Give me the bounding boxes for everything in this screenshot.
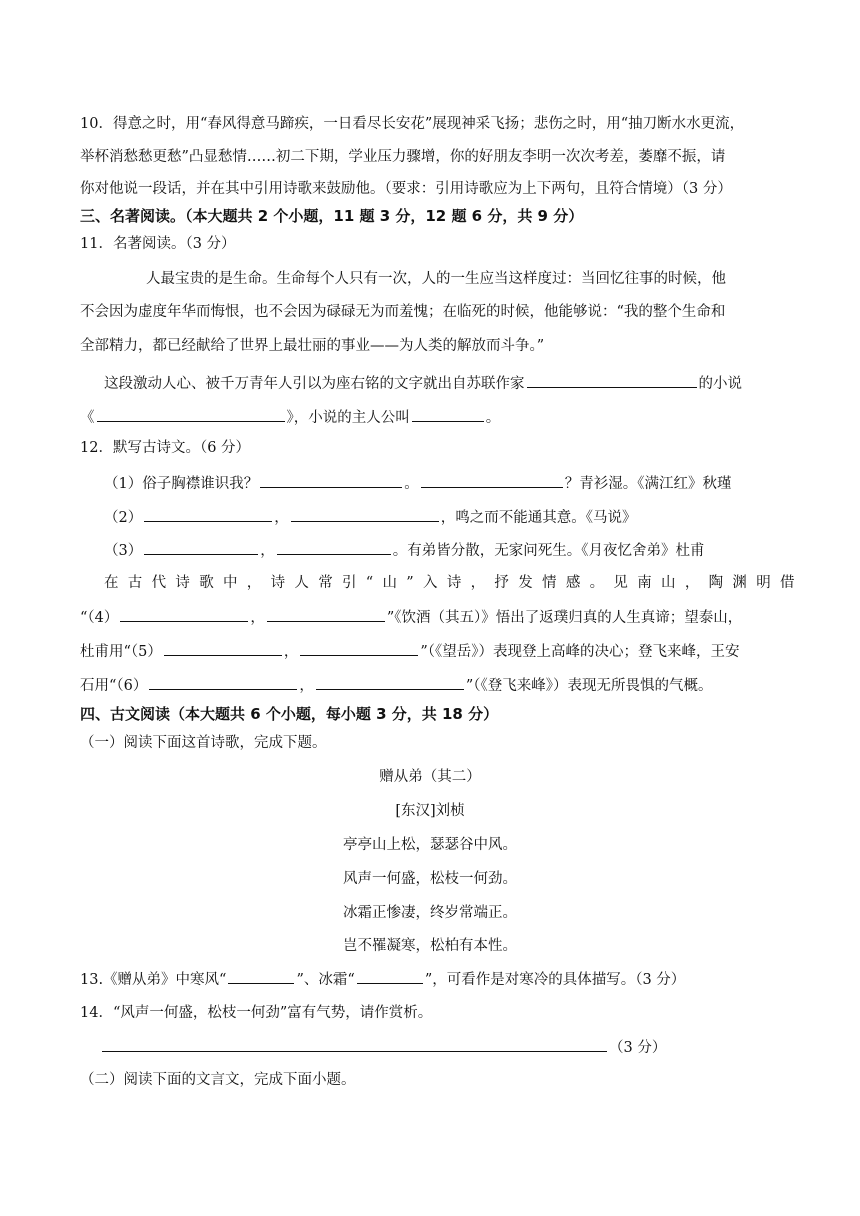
fill-text: ， — [283, 644, 299, 660]
fill-text: ，鸣之而不能通其意。《马说》 — [440, 510, 637, 526]
fill-text: ， — [250, 610, 265, 626]
q12-item3 — [104, 539, 809, 561]
fill-text: 》，小说的主人公叫 — [286, 410, 410, 426]
fill-text: 杜甫用“（5） — [80, 644, 162, 660]
fill-text: （3） — [104, 543, 143, 559]
q10-line1: 10．得意之时，用“春风得意马蹄疾，一日看尽长安花”展现神采飞扬；悲伤之时，用“抽刀断水水更流， — [80, 116, 745, 132]
passage-line1: 人最宝贵的是生命。生命每个人只有一次，人的一生应当这样度过：当回忆往事的时候，他 — [146, 271, 726, 287]
q14-answer-line — [100, 1036, 805, 1058]
fill-text: （1）俗子胸襟谁识我？ — [104, 476, 259, 492]
section3-title: 三、名著阅读。（本大题共 2 个小题，11 题 3 分，12 题 6 分，共 9 分） — [80, 207, 584, 225]
q11-fill-line1 — [104, 372, 809, 394]
answer-blank[interactable] — [291, 506, 439, 522]
answer-blank[interactable] — [120, 606, 248, 622]
passage-line2: 不会因为虚度年华而悔恨，也不会因为碌碌无为而羞愧；在临死的时候，他能够说：“我的整个生命和 — [80, 304, 726, 320]
q12-paragraph-line4 — [80, 674, 785, 696]
poem-author: [东汉]刘桢 — [395, 803, 465, 819]
fill-text: ， — [260, 543, 275, 559]
passage-line3: 全部精力，都已经献给了世界上最壮丽的事业——为人类的解放而斗争。” — [80, 338, 545, 354]
fill-text: ”（《登飞来峰》）表现无所畏惧的气概。 — [465, 678, 713, 694]
answer-blank[interactable] — [149, 674, 297, 690]
fill-text: ， — [299, 678, 314, 694]
section4-title: 四、古文阅读（本大题共 6 个小题，每小题 3 分，共 18 分） — [80, 705, 499, 723]
answer-blank[interactable] — [267, 606, 385, 622]
poem-title: 赠从弟（其二） — [379, 769, 481, 785]
poem-line: 亭亭山上松，瑟瑟谷中风。 — [343, 837, 517, 853]
fill-text: 的小说 — [698, 376, 742, 392]
fill-text: ”、冰霜“ — [296, 972, 355, 988]
fill-text: 。 — [485, 410, 501, 426]
fill-text: 这段激动人心、被千万青年人引以为座右铭的文字就出自苏联作家 — [104, 376, 525, 392]
fill-text: 《 — [80, 410, 95, 426]
fill-text: 。 — [404, 476, 419, 492]
answer-blank-long[interactable] — [102, 1036, 607, 1052]
q12-title: 12．默写古诗文。（6 分） — [80, 440, 251, 456]
fill-text: ”《饮酒（其五）》悟出了返璞归真的人生真谛；望泰山， — [386, 610, 743, 626]
q12-item2 — [104, 506, 809, 528]
fill-text: ， — [274, 510, 289, 526]
answer-blank[interactable] — [260, 472, 402, 488]
answer-blank[interactable] — [421, 472, 563, 488]
q12-item1 — [104, 472, 809, 494]
answer-blank[interactable] — [316, 674, 464, 690]
q14: 14．“风声一何盛，松枝一何劲”富有气势，请作赏析。 — [80, 1005, 433, 1021]
fill-text: ”（《望岳》）表现登上高峰的决心；登飞来峰，王安 — [420, 644, 740, 660]
fill-text: （2） — [104, 510, 143, 526]
answer-blank[interactable] — [144, 539, 258, 555]
answer-blank[interactable] — [300, 640, 418, 656]
q11-fill-line2 — [80, 406, 785, 428]
answer-blank-novel[interactable] — [97, 406, 285, 422]
poem-line: 风声一何盛，松枝一何劲。 — [343, 871, 517, 887]
answer-blank-author[interactable] — [527, 372, 697, 388]
q12-paragraph-line1: 在古代诗歌中，诗人常引“山”入诗，抒发情感。见南山，陶渊明借 — [104, 575, 804, 591]
fill-text: 13.《赠从弟》中寒风“ — [80, 972, 227, 988]
fill-text: ？青衫湿。《满江红》秋瑾 — [564, 476, 732, 492]
fill-text: ”，可看作是对寒冷的具体描写。（3 分） — [424, 972, 686, 988]
q10-line2: 举杯消愁愁更愁”凸显愁情……初二下期，学业压力骤增，你的好朋友李明一次次考差，萎靡不振，请 — [80, 149, 726, 165]
part2-instruction: （二）阅读下面的文言文，完成下面小题。 — [80, 1072, 356, 1088]
fill-text: 石用“（6） — [80, 678, 148, 694]
part1-instruction: （一）阅读下面这首诗歌，完成下题。 — [80, 735, 327, 751]
q14-score: （3 分） — [609, 1040, 667, 1056]
answer-blank[interactable] — [277, 539, 391, 555]
q12-paragraph-line2 — [80, 606, 785, 628]
q10-line3: 你对他说一段话，并在其中引用诗歌来鼓励他。（要求：引用诗歌应为上下两句，且符合情境）（3 分） — [80, 181, 732, 197]
poem-line: 冰霜正惨凄，终岁常端正。 — [343, 905, 517, 921]
q11-title: 11．名著阅读。（3 分） — [80, 236, 236, 252]
answer-blank[interactable] — [164, 640, 282, 656]
answer-blank[interactable] — [357, 968, 423, 984]
q12-paragraph-line3 — [80, 640, 785, 662]
answer-blank-protagonist[interactable] — [412, 406, 484, 422]
fill-text: 。有弟皆分散，无家问死生。《月夜忆舍弟》杜甫 — [392, 543, 705, 559]
poem-line: 岂不罹凝寒，松柏有本性。 — [343, 938, 517, 954]
answer-blank[interactable] — [228, 968, 294, 984]
fill-text: “（4） — [80, 610, 119, 626]
answer-blank[interactable] — [144, 506, 272, 522]
q13 — [80, 968, 785, 990]
